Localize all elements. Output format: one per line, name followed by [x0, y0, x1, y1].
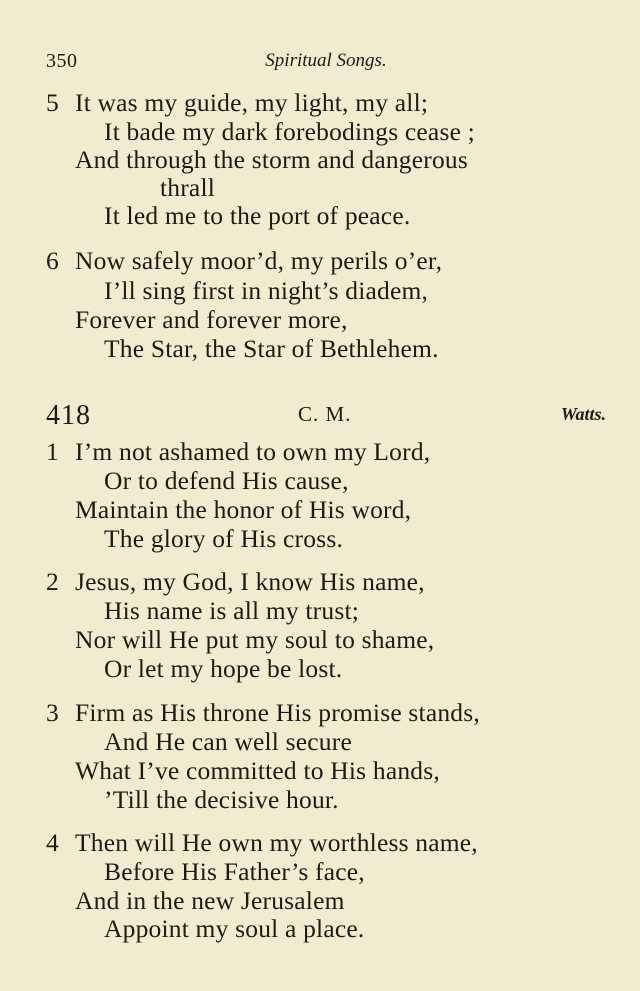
- verse-number: 5: [46, 88, 59, 117]
- verse-number: 1: [46, 437, 59, 466]
- verse-line: I’m not ashamed to own my Lord,: [75, 437, 431, 466]
- verse-line: The glory of His cross.: [104, 524, 344, 553]
- page-number: 350: [46, 50, 78, 72]
- verse-line: thrall: [160, 173, 216, 202]
- verse-line: It bade my dark forebodings cease ;: [104, 117, 475, 146]
- verse-line: Appoint my soul a place.: [104, 914, 365, 943]
- verse-line: Before His Father’s face,: [104, 857, 365, 886]
- verse-line: What I’ve committed to His hands,: [75, 756, 440, 785]
- verse-line: Jesus, my God, I know His name,: [75, 567, 425, 596]
- hymn-meter: C. M.: [298, 402, 352, 426]
- verse-line: Firm as His throne His promise stands,: [75, 698, 480, 727]
- verse-line: Nor will He put my soul to shame,: [75, 625, 435, 654]
- verse-line: Or to defend His cause,: [104, 466, 349, 495]
- verse-line: It was my guide, my light, my all;: [75, 88, 429, 117]
- verse-line: ’Till the decisive hour.: [104, 785, 339, 814]
- hymn-tune: Watts.: [560, 404, 606, 424]
- verse-number: 2: [46, 567, 59, 596]
- running-title: Spiritual Songs.: [265, 50, 387, 71]
- verse-line: Now safely moor’d, my perils o’er,: [75, 246, 443, 275]
- verse-line: It led me to the port of peace.: [104, 201, 411, 230]
- verse-number: 3: [46, 698, 59, 727]
- page-header: [46, 50, 606, 76]
- verse-line: Then will He own my worthless name,: [75, 828, 478, 857]
- verse-line: Or let my hope be lost.: [104, 654, 343, 683]
- verse-number: 4: [46, 828, 59, 857]
- verse-number: 6: [46, 246, 59, 275]
- verse-line: I’ll sing first in night’s diadem,: [104, 276, 429, 305]
- verse-line: And in the new Jerusalem: [75, 886, 345, 915]
- hymn-heading: [46, 400, 606, 434]
- verse-line: And He can well secure: [104, 727, 352, 756]
- hymn-number: 418: [46, 400, 91, 431]
- verse-line: And through the storm and dangerous: [75, 145, 468, 174]
- verse-line: His name is all my trust;: [104, 596, 360, 625]
- verse-line: Forever and forever more,: [75, 305, 348, 334]
- verse-line: Maintain the honor of His word,: [75, 495, 412, 524]
- verse-line: The Star, the Star of Bethlehem.: [104, 334, 439, 363]
